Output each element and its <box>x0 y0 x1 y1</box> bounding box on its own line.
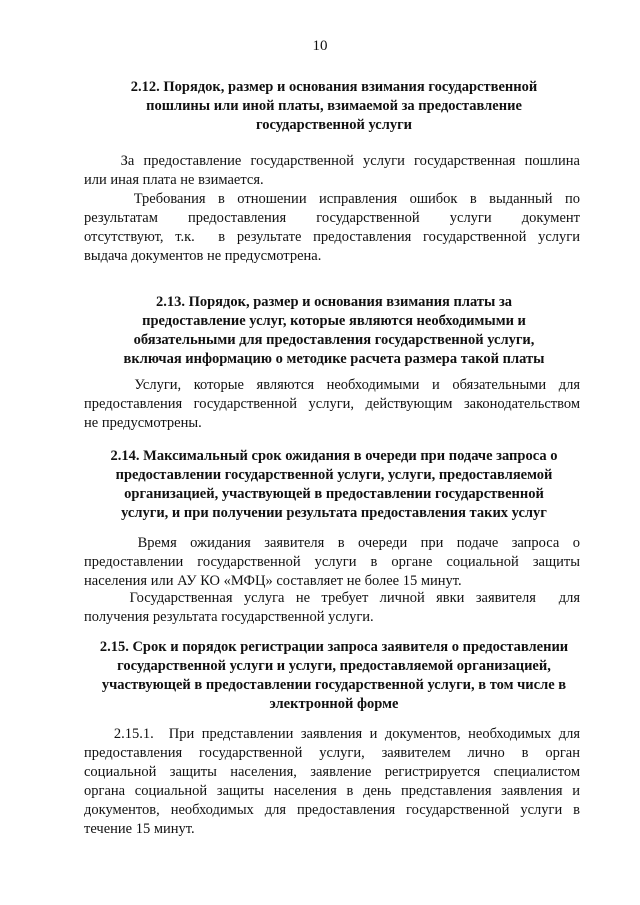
section-2-14-paragraph-1 <box>84 534 580 591</box>
text-line: Время ожидания заявителя в очереди при подаче запроса о <box>84 535 580 551</box>
text-line: органа социальной защиты населения в день представления заявления и <box>84 783 580 799</box>
text-line: Государственная услуга не требует личной явки заявителя для <box>84 590 580 606</box>
text-line: или иная плата не взимается. <box>84 172 264 188</box>
heading-line: услуги, и при получении результата предоставления таких услуг <box>121 505 547 521</box>
section-2-14-paragraph-2 <box>84 589 580 627</box>
text-line: предоставления государственной услуги, заявителем лично в орган <box>84 745 580 761</box>
heading-line: государственной услуги и услуги, предоставляемой организацией, <box>117 658 551 674</box>
text-line: отсутствуют, т.к. в результате предоставления государственной услуги <box>84 229 580 245</box>
text-line: социальной защиты населения, заявление регистрируется специалистом <box>84 764 580 780</box>
heading-line: государственной услуги <box>255 117 413 133</box>
section-2-13-heading <box>84 293 584 369</box>
heading-line: 2.14. Максимальный срок ожидания в очереди при подаче запроса о <box>110 448 558 464</box>
text-line: населения или АУ КО «МФЦ» составляет не более 15 минут. <box>84 573 462 589</box>
section-2-14-heading <box>84 447 584 523</box>
heading-line: 2.12. Порядок, размер и основания взимания государственной <box>130 79 538 95</box>
section-2-15-1-paragraph <box>84 725 580 839</box>
heading-line: 2.15. Срок и порядок регистрации запроса заявителя о предоставлении <box>99 639 569 655</box>
heading-line: организацией, участвующей в предоставлении государственной <box>124 486 544 502</box>
text-line: течение 15 минут. <box>84 821 195 837</box>
text-line: предоставления государственной услуги, действующим законодательством <box>84 396 580 412</box>
text-line: Услуги, которые являются необходимыми и обязательными для <box>84 377 580 393</box>
section-2-13-paragraph-1 <box>84 376 580 433</box>
text-line: За предоставление государственной услуги государственная пошлина <box>84 153 580 169</box>
heading-line: пошлины или иной платы, взимаемой за предоставление <box>146 98 522 114</box>
section-2-12-paragraph-1 <box>84 152 580 190</box>
heading-line: электронной форме <box>269 696 399 712</box>
text-line: Требования в отношении исправления ошибок в выданный по <box>84 191 580 207</box>
heading-line: 2.13. Порядок, размер и основания взимания платы за <box>155 294 513 310</box>
heading-line: обязательными для предоставления государственной услуги, <box>133 332 535 348</box>
heading-line: участвующей в предоставлении государственной услуги, в том числе в <box>101 677 567 693</box>
section-2-12-paragraph-2 <box>84 190 580 266</box>
section-2-12-heading <box>84 78 584 135</box>
page-number: 10 <box>312 38 328 54</box>
text-line: получения результата государственной услуги. <box>84 609 374 625</box>
heading-line: предоставление услуг, которые являются необходимыми и <box>142 313 526 329</box>
text-line: выдача документов не предусмотрена. <box>84 248 322 264</box>
text-line: документов, необходимых для предоставления государственной услуги в <box>84 802 580 818</box>
text-line: предоставлении государственной услуги в органе социальной защиты <box>84 554 580 570</box>
heading-line: включая информацию о методике расчета размера такой платы <box>123 351 545 367</box>
text-line: 2.15.1. При представлении заявления и документов, необходимых для <box>84 726 580 742</box>
heading-line: предоставлении государственной услуги, услуги, предоставляемой <box>115 467 553 483</box>
section-2-15-heading <box>84 638 584 714</box>
text-line: результатам предоставления государственной услуги документ <box>84 210 580 226</box>
text-line: не предусмотрены. <box>84 415 202 431</box>
